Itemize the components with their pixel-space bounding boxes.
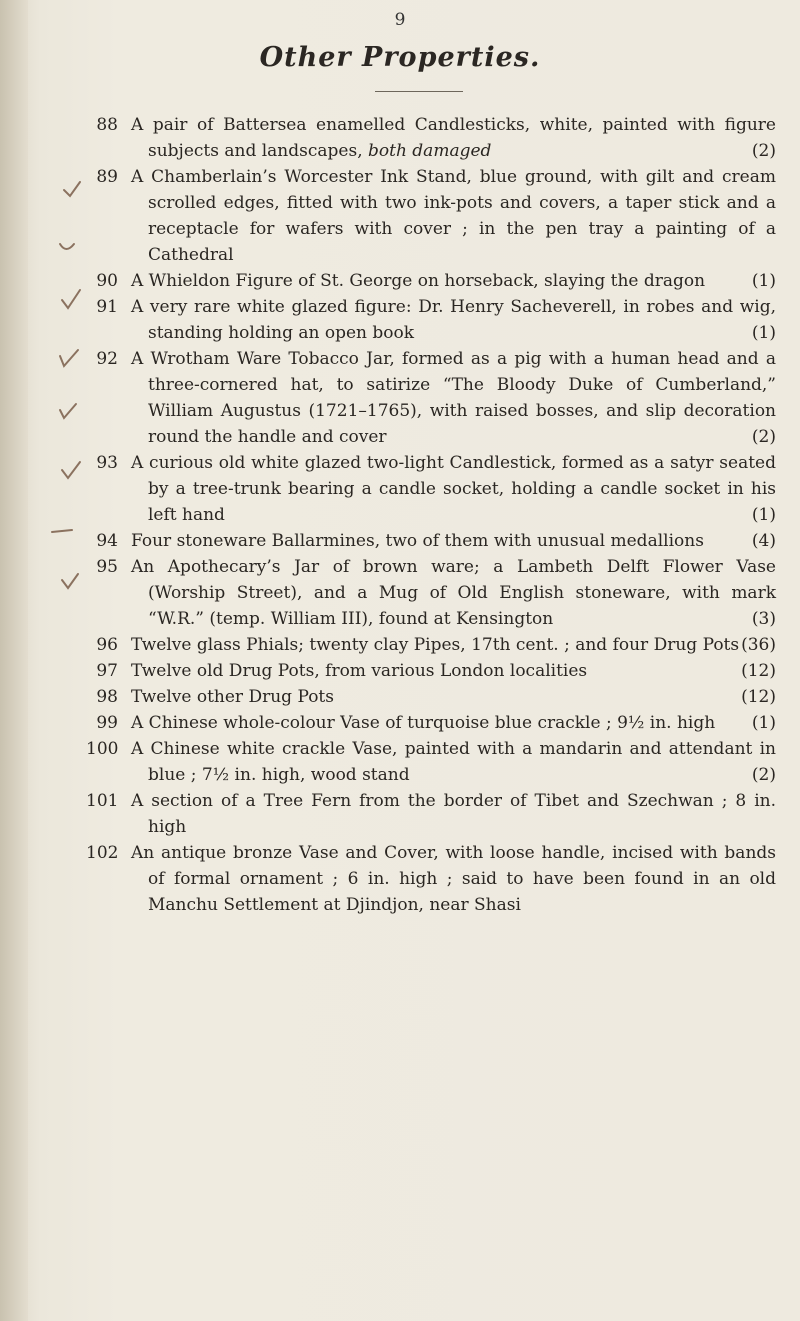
lot-description	[131, 658, 776, 684]
lot-number: 96	[96, 635, 118, 655]
lot-entry	[86, 632, 776, 658]
page-number: 9	[394, 10, 406, 30]
lot-number: 94	[96, 531, 118, 551]
lot-quantity: (1)	[751, 323, 776, 343]
lot-entry	[86, 450, 776, 528]
lot-entry	[86, 710, 776, 736]
lot-description	[131, 684, 776, 710]
lot-description-text: A section of a Tree Fern from the border of Tibet and Szechwan ; 8 in. high	[131, 791, 776, 837]
lot-entry	[86, 840, 776, 918]
lot-number: 98	[96, 687, 118, 707]
lot-description-text: A very rare white glazed figure: Dr. Henry Sacheverell, in robes and wig, standing holding an open book	[131, 297, 776, 343]
lot-description	[131, 294, 776, 346]
lot-description-text: A pair of Battersea enamelled Candlesticks, white, painted with figure subjects and landscapes,	[131, 115, 776, 161]
lot-number: 99	[96, 713, 118, 733]
lot-description-text: Twelve old Drug Pots, from various London localities	[131, 661, 588, 681]
lot-description	[131, 736, 776, 788]
lot-description-text: A Whieldon Figure of St. George on horseback, slaying the dragon	[131, 271, 706, 291]
lot-description	[131, 346, 776, 450]
lot-quantity: (12)	[741, 661, 776, 681]
lot-description-text: An antique bronze Vase and Cover, with loose handle, incised with bands of formal ornament ; 6 in. high ; said to have been found in an old Manchu Settlement at Djindjon, near Shasi	[131, 843, 776, 915]
lot-number: 88	[96, 115, 118, 135]
lot-description-text: A Chinese whole-colour Vase of turquoise blue crackle ; 9½ in. high	[131, 713, 716, 733]
lot-entry	[86, 788, 776, 840]
lot-description-text: A Wrotham Ware Tobacco Jar, formed as a pig with a human head and a three-cornered hat, to satirize “The Bloody Duke of Cumberland,” William Augustus (1721–1765), with raised bosses, and slip decoration round the handle and cover	[131, 349, 776, 447]
page-edge-shadow	[0, 0, 28, 1321]
lot-number: 91	[96, 297, 118, 317]
lot-number: 101	[86, 791, 119, 811]
lot-description	[131, 112, 776, 164]
lot-number: 100	[86, 739, 119, 759]
lot-entry	[86, 554, 776, 632]
lot-description-text: Four stoneware Ballarmines, two of them with unusual medallions	[131, 531, 704, 551]
lot-quantity: (4)	[751, 531, 776, 551]
lot-entry	[86, 268, 776, 294]
lot-quantity: (2)	[751, 141, 776, 161]
lot-description	[131, 840, 776, 918]
lot-quantity: (2)	[751, 765, 776, 785]
lot-entry	[86, 736, 776, 788]
lot-description	[131, 710, 776, 736]
lot-entry	[86, 528, 776, 554]
lot-description-text: A Chamberlain’s Worcester Ink Stand, blue ground, with gilt and cream scrolled edges, fitted with two ink-pots and covers, a taper stick and a receptacle for wafers with cover ; in the pen tray a painting of a Cathedral	[131, 167, 776, 265]
lot-entry	[86, 294, 776, 346]
lot-number: 93	[96, 453, 118, 473]
lot-description	[131, 528, 776, 554]
lot-entry	[86, 346, 776, 450]
lot-quantity: (1)	[751, 505, 776, 525]
lot-entry	[86, 112, 776, 164]
lot-description-text: A Chinese white crackle Vase, painted with a mandarin and attendant in blue ; 7½ in. high, wood stand	[131, 739, 776, 785]
lot-quantity: (2)	[751, 427, 776, 447]
page-heading: Other Properties.	[259, 42, 541, 73]
lot-number: 102	[86, 843, 119, 863]
lot-list	[86, 112, 776, 918]
lot-description-text: An Apothecary’s Jar of brown ware; a Lambeth Delft Flower Vase (Worship Street), and a Mug of Old English stoneware, with mark “W.R.” (temp. William III), found at Kensington	[131, 557, 776, 629]
lot-entry	[86, 658, 776, 684]
lot-description	[131, 268, 776, 294]
lot-description	[131, 632, 776, 658]
lot-description	[131, 450, 776, 528]
lot-number: 90	[96, 271, 118, 291]
lot-description	[131, 164, 776, 268]
lot-quantity: (1)	[751, 271, 776, 291]
lot-description-text: Twelve glass Phials; twenty clay Pipes, 17th cent. ; and four Drug Pots	[131, 635, 740, 655]
lot-number: 92	[96, 349, 118, 369]
lot-entry	[86, 164, 776, 268]
lot-description	[131, 788, 776, 840]
lot-description-text: Twelve other Drug Pots	[131, 687, 334, 707]
lot-description-text: A curious old white glazed two-light Candlestick, formed as a satyr seated by a tree-trunk bearing a candle socket, holding a candle socket in his left hand	[131, 453, 776, 525]
lot-number: 95	[96, 557, 118, 577]
lot-number: 89	[96, 167, 118, 187]
heading-rule	[375, 91, 463, 92]
lot-quantity: (1)	[751, 713, 776, 733]
lot-quantity: (36)	[741, 635, 776, 655]
lot-quantity: (12)	[741, 687, 776, 707]
lot-number: 97	[96, 661, 118, 681]
lot-quantity: (3)	[751, 609, 776, 629]
lot-description	[131, 554, 776, 632]
lot-entry	[86, 684, 776, 710]
lot-condition-note: both damaged	[368, 141, 492, 161]
